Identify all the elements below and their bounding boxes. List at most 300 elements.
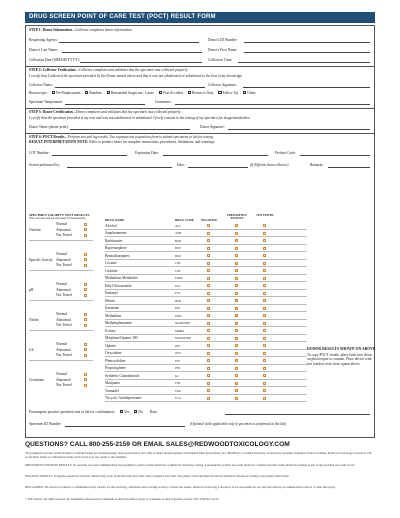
- presumptive-positive-checkbox[interactable]: [235, 247, 238, 250]
- validity-group-name: pH: [29, 288, 34, 292]
- drug-code: EDDP: [175, 276, 183, 280]
- not-tested-checkbox[interactable]: [263, 284, 266, 287]
- not-tested-checkbox[interactable]: [263, 374, 266, 377]
- drug-name: Marijuana: [105, 381, 120, 385]
- not-tested-checkbox[interactable]: [263, 382, 266, 385]
- validity-group-name: Oxidant: [29, 228, 41, 232]
- drug-name: Buprenorphine: [105, 246, 127, 250]
- validity-option-label: Not Tested: [56, 263, 72, 267]
- negative-checkbox[interactable]: [207, 382, 210, 385]
- step3-certify: I certify that the specimen provided is my own and was not adulterated or substituted. I freely consent to the testing of my specimen for drugs/metabolites.: [29, 116, 251, 120]
- no-checkbox[interactable]: [134, 410, 137, 413]
- presumptive-positive-checkbox[interactable]: [235, 307, 238, 310]
- validity-checkbox[interactable]: [84, 223, 87, 226]
- negative-checkbox[interactable]: [207, 269, 210, 272]
- product-label: Product Code:: [275, 151, 296, 155]
- negative-checkbox[interactable]: [207, 397, 210, 400]
- drug-name: Oxycodone: [105, 351, 122, 355]
- validity-separator: [29, 270, 93, 271]
- reason-random[interactable]: [85, 91, 101, 95]
- validity-checkbox[interactable]: [84, 228, 87, 231]
- reason-option-label: Reasonable Suspicion / Cause: [110, 91, 154, 95]
- drug-code: HER: [175, 298, 181, 303]
- shown-above-text: To copy POCT results, place form face down on photocopier or scanner. Place device with test window over clear square above.: [307, 353, 372, 366]
- presumptive-positive-checkbox[interactable]: [235, 382, 238, 385]
- drug-code: K2: [175, 373, 179, 378]
- not-tested-checkbox[interactable]: [263, 359, 266, 362]
- presumptive-yes[interactable]: [120, 410, 129, 414]
- step4-title: STEP 4: POCT Results: [29, 135, 65, 139]
- not-tested-checkbox[interactable]: [263, 224, 266, 227]
- negative-checkbox[interactable]: [207, 307, 210, 310]
- interp-desc: Refer to product insert for complete instructions, procedures, limitations, and warnings.: [89, 140, 216, 144]
- collector-sig-field[interactable]: [243, 87, 370, 88]
- validity-option-label: Abnormal: [56, 377, 71, 382]
- not-tested-checkbox[interactable]: [263, 299, 266, 302]
- drug-row: [105, 237, 307, 245]
- drug-name: Ethyl Glucuronide: [105, 283, 132, 288]
- negative-checkbox[interactable]: [207, 352, 210, 355]
- drug-code: OPI: [175, 343, 180, 348]
- yes-label: Yes: [124, 410, 130, 414]
- validity-group-name: Creatinine: [29, 378, 44, 382]
- step4-desc: —Perform test and log results. Use separate test requisition form to submit specimens to lab for testing.: [64, 135, 214, 139]
- collection-time-label: Collection Time:: [208, 58, 233, 62]
- reason-option-label: Post Accident: [163, 91, 183, 95]
- interp-note: [29, 140, 215, 144]
- drug-code: FYL: [175, 291, 181, 295]
- drug-name: Methadone: [105, 313, 122, 318]
- presumptive-label: Presumptive positive specimen sent to lab for confirmation:: [29, 410, 115, 414]
- drug-row: [105, 275, 307, 283]
- drug-row: [105, 372, 307, 380]
- negative-checkbox[interactable]: [207, 344, 210, 347]
- validity-option-label: Normal: [56, 282, 67, 286]
- footer-para-3: NEGATIVE RESULTS: If negative results are observed, dilution may occur in the lab result and could create a negative test result. The quality of the specimen and the test should be checked according to the product instructions.: [25, 474, 290, 478]
- presumptive-positive-checkbox[interactable]: [235, 254, 238, 257]
- no-label: No: [138, 410, 143, 414]
- drug-row: [105, 252, 307, 260]
- not-tested-checkbox[interactable]: [263, 239, 266, 242]
- product-field[interactable]: [300, 155, 370, 156]
- reason-option-label: Follow Up: [222, 91, 239, 95]
- drug-code: MDMA: [175, 328, 185, 333]
- drug-name: Cocaine: [105, 261, 117, 265]
- presumptive-positive-checkbox[interactable]: [235, 322, 238, 325]
- validity-option-label: Not Tested: [56, 353, 72, 357]
- drug-row: [105, 320, 307, 328]
- validity-title: SPECIMEN VALIDITY TEST RESULTS: [29, 213, 90, 217]
- validity-option-label: Abnormal: [56, 257, 71, 262]
- negative-checkbox[interactable]: [207, 367, 210, 370]
- drug-row: [105, 260, 307, 268]
- exp-label: Expiration Date:: [135, 151, 159, 155]
- form-title: DRUG SCREEN POINT OF CARE TEST (POCT) RESULT FORM: [25, 12, 375, 23]
- drug-header-not-tested: NOT TESTED: [256, 214, 274, 217]
- collection-date-field[interactable]: [80, 62, 202, 63]
- not-tested-checkbox[interactable]: [263, 352, 266, 355]
- drug-code: ETG: [175, 283, 181, 288]
- drug-code: THC: [175, 381, 181, 385]
- step2-heading: [29, 68, 188, 72]
- validity-option-label: Normal: [56, 342, 67, 346]
- reason-option-label: Return to Duty: [191, 91, 214, 95]
- lot-field[interactable]: [52, 155, 127, 156]
- validity-checkbox[interactable]: [84, 354, 87, 357]
- negative-checkbox[interactable]: [207, 284, 210, 287]
- negative-checkbox[interactable]: [207, 277, 210, 280]
- requesting-agency-label: Requesting Agency:: [29, 38, 59, 42]
- donor-last-label: Donor's Last Name:: [29, 48, 58, 52]
- validity-group-name: Specific Gravity: [29, 258, 53, 262]
- drug-name: Ecstasy: [105, 328, 116, 333]
- not-tested-checkbox[interactable]: [263, 247, 266, 250]
- drug-code: BAR: [175, 238, 181, 243]
- negative-checkbox[interactable]: [207, 299, 210, 302]
- drug-row: [105, 230, 307, 238]
- validity-separator: [29, 330, 93, 331]
- validity-option-label: Not Tested: [56, 383, 72, 387]
- negative-checkbox[interactable]: [207, 359, 210, 362]
- validity-checkbox[interactable]: [84, 324, 87, 327]
- temp-field[interactable]: [65, 104, 145, 105]
- section-divider: [25, 133, 375, 134]
- drug-header-negative: NEGATIVE: [201, 218, 218, 222]
- drug-header-code: DRUG CODE: [175, 218, 194, 222]
- validity-separator: [29, 240, 93, 241]
- drug-code: TRA: [175, 388, 181, 393]
- negative-checkbox[interactable]: [207, 262, 210, 265]
- specimen-id-optional: (Optional field applicable only if specimen is confirmed at the lab): [190, 422, 287, 426]
- reason-checkbox[interactable]: [85, 91, 88, 94]
- shown-above-heading: DONOR RESULTS SHOWN ON ABOVE: [307, 347, 376, 351]
- drug-row: [105, 387, 307, 395]
- step4-date-field[interactable]: [188, 167, 248, 168]
- presumptive-positive-checkbox[interactable]: [235, 224, 238, 227]
- not-tested-checkbox[interactable]: [263, 307, 266, 310]
- not-tested-checkbox[interactable]: [263, 344, 266, 347]
- presumptive-positive-checkbox[interactable]: [235, 352, 238, 355]
- validity-option-label: Abnormal: [56, 227, 71, 232]
- drug-header-name: DRUG NAME: [105, 218, 125, 222]
- reason-post-accident[interactable]: [159, 91, 183, 95]
- drug-row: [105, 327, 307, 335]
- drug-row: [105, 305, 307, 313]
- yes-checkbox[interactable]: [120, 410, 123, 413]
- drug-name: Methadone Metabolite: [105, 276, 138, 280]
- step1-desc: —Collector completes donor information.: [71, 28, 133, 32]
- collector-name-field[interactable]: [55, 87, 205, 88]
- validity-option-label: Normal: [56, 312, 67, 316]
- validity-group-name: Glt: [29, 348, 34, 352]
- not-tested-checkbox[interactable]: [263, 292, 266, 295]
- not-tested-checkbox[interactable]: [263, 367, 266, 370]
- footer-para-4: DISCLAIMER: The donor's provided is a commitment in my capacity for the reporting, compliance and recording accuracy of these test results. Redwood Toxicology Laboratory is not responsible for any test performed by an unauthorized collector or other third party.: [25, 485, 336, 489]
- drug-row: [105, 267, 307, 275]
- validity-checkbox[interactable]: [84, 264, 87, 267]
- validity-checkbox[interactable]: [84, 313, 87, 316]
- presumptive-row: [29, 410, 157, 414]
- drug-row: [105, 245, 307, 253]
- specimen-id-label: Specimen ID Number:: [29, 422, 62, 426]
- not-tested-checkbox[interactable]: [263, 269, 266, 272]
- presumptive-positive-checkbox[interactable]: [235, 389, 238, 392]
- step4-heading: [29, 135, 214, 139]
- step2-desc: —Collector completes and validates that the specimen was collected properly.: [75, 68, 189, 72]
- presumptive-positive-checkbox[interactable]: [235, 344, 238, 347]
- reason-checkbox[interactable]: [159, 91, 162, 94]
- drug-code: BZO: [175, 253, 181, 258]
- comments-label: Comments:: [155, 100, 172, 104]
- drug-name: Fentanyl: [105, 291, 118, 295]
- negative-checkbox[interactable]: [207, 292, 210, 295]
- temp-label: Specimen Temperature:: [29, 100, 64, 104]
- donor-sig-field[interactable]: [228, 129, 370, 130]
- collector-name-label: Collector Name:: [29, 83, 53, 87]
- presumptive-positive-checkbox[interactable]: [235, 367, 238, 370]
- reason-pre-employment[interactable]: [52, 91, 81, 95]
- validity-separator: [29, 300, 93, 301]
- presumptive-positive-checkbox[interactable]: [235, 299, 238, 302]
- drug-row: [105, 357, 307, 365]
- negative-checkbox[interactable]: [207, 254, 210, 257]
- requesting-agency-field[interactable]: [59, 42, 199, 43]
- questions-heading: QUESTIONS? CALL 800-255-2159 OR EMAIL SALES@REDWOODTOXICOLOGY.COM: [25, 441, 290, 448]
- drug-row: [105, 350, 307, 358]
- reason-option-label: Other:: [247, 91, 257, 95]
- drug-code: COT: [175, 268, 181, 273]
- reason-checkbox[interactable]: [107, 91, 110, 94]
- drug-name: Tricyclic Antidepressants: [105, 396, 142, 400]
- negative-checkbox[interactable]: [207, 224, 210, 227]
- drug-name: Methamphetamine: [105, 321, 132, 325]
- drug-code: OXY: [175, 351, 182, 355]
- if-different-note: (If different than collector): [250, 163, 289, 167]
- drug-code: KET: [175, 306, 181, 310]
- drug-row: [105, 395, 307, 403]
- validity-checkbox[interactable]: [84, 258, 87, 261]
- validity-checkbox[interactable]: [84, 378, 87, 381]
- reason-checkbox[interactable]: [188, 91, 191, 94]
- donor-id-label: Donor's ID Number:: [208, 38, 238, 42]
- presumptive-positive-checkbox[interactable]: [235, 284, 238, 287]
- presumptive-positive-checkbox[interactable]: [235, 239, 238, 242]
- exp-field[interactable]: [163, 155, 268, 156]
- drug-name: Propoxyphene: [105, 366, 126, 370]
- presumptive-date-label: Date:: [149, 410, 158, 414]
- presumptive-positive-checkbox[interactable]: [235, 277, 238, 280]
- drug-name: Morphine/Opiates 300: [105, 336, 138, 340]
- reason-suspicion[interactable]: [107, 91, 154, 95]
- negative-checkbox[interactable]: [207, 247, 210, 250]
- remarks-field[interactable]: [328, 167, 370, 168]
- donor-name-label: Donor Name (please print):: [29, 125, 69, 129]
- collector-sig-label: Collector Signature:: [208, 83, 238, 87]
- presumptive-positive-checkbox[interactable]: [235, 314, 238, 317]
- validity-checkbox[interactable]: [84, 234, 87, 237]
- negative-checkbox[interactable]: [207, 337, 210, 340]
- validity-checkbox[interactable]: [84, 318, 87, 321]
- collection-date-label: Collection Date (MM/DD/YYYY):: [29, 58, 80, 62]
- step2-title: STEP 2: Collector Verification: [29, 68, 76, 72]
- drug-name: Cotinine: [105, 268, 118, 273]
- drug-code: COC: [175, 261, 181, 265]
- validity-checkbox[interactable]: [84, 283, 87, 286]
- drug-code: ALC: [175, 223, 181, 228]
- donor-last-field[interactable]: [62, 52, 202, 53]
- presumptive-positive-checkbox[interactable]: [235, 359, 238, 362]
- reason-checkbox[interactable]: [52, 91, 55, 94]
- reason-row: [29, 91, 256, 95]
- donor-sig-label: Donor Signature:: [200, 125, 225, 129]
- drug-code: PPX: [175, 366, 181, 370]
- validity-option-label: Abnormal: [56, 317, 71, 322]
- validity-option-label: Normal: [56, 372, 67, 376]
- validity-separator: [29, 360, 93, 361]
- drug-row: [105, 380, 307, 388]
- not-tested-checkbox[interactable]: [263, 232, 266, 235]
- negative-checkbox[interactable]: [207, 239, 210, 242]
- footer-para-5: © 2022 Abbott. All rights reserved. All trademarks referenced are trademarks of either the Abbott group of companies or their respective owners. POC-1000 Rev 02/22: [25, 497, 219, 501]
- validity-option-label: Abnormal: [56, 287, 71, 292]
- drug-name: Amphetamines: [105, 231, 127, 235]
- lot-label: LOT Number:: [29, 151, 50, 155]
- drug-row: [105, 342, 307, 350]
- reason-checkbox[interactable]: [218, 91, 221, 94]
- validity-option-label: Normal: [56, 222, 67, 226]
- read-by-label: Screen performed by:: [29, 163, 61, 167]
- not-tested-checkbox[interactable]: [263, 277, 266, 280]
- not-tested-checkbox[interactable]: [263, 389, 266, 392]
- drug-name: Ketamine: [105, 306, 119, 310]
- not-tested-checkbox[interactable]: [263, 322, 266, 325]
- validity-subtitle: (Use color chart and test strip insert for interpretation): [29, 217, 86, 220]
- drug-code: AMP: [175, 231, 182, 235]
- donor-first-label: Donor's First Name:: [208, 48, 238, 52]
- validity-option-label: Normal: [56, 252, 67, 256]
- drug-row: [105, 282, 307, 290]
- validity-checkbox[interactable]: [84, 288, 87, 291]
- negative-checkbox[interactable]: [207, 314, 210, 317]
- step4-date-label: Date:: [177, 163, 185, 167]
- validity-checkbox[interactable]: [84, 294, 87, 297]
- drug-name: Phencyclidine: [105, 358, 126, 363]
- step3-heading: [29, 110, 181, 114]
- specimen-id-field[interactable]: [65, 426, 185, 427]
- drug-name: Alcohol: [105, 223, 117, 228]
- negative-checkbox[interactable]: [207, 322, 210, 325]
- section-divider: [25, 108, 375, 109]
- presumptive-positive-checkbox[interactable]: [235, 292, 238, 295]
- validity-checkbox[interactable]: [84, 348, 87, 351]
- remarks-label: Remarks:: [310, 163, 324, 167]
- drug-code: TCA: [175, 396, 181, 400]
- reason-other[interactable]: [243, 91, 256, 95]
- reason-option-label: Random: [89, 91, 102, 95]
- drug-code: mAMP/MET: [175, 321, 191, 325]
- footer-para-2: PRESUMPTIVE POSITIVE RESULTS: No rationale was used communicating all presumptive positive results should be confirmed by laboratory testing. A presumptive positive test result should be confirmed and the results should be retained as part of the specimen test result record.: [25, 463, 355, 467]
- footer-para-1: *If presumptive positive results should be confirmed using gas chromatography /mass spectrometry (GC-MS) or liquid chromatography with Tandem Mass Spectrometry (LC-MS/MS) in a certified laboratory. A laboratory specimen requisition form is available. Redwood Toxicology Laboratory will accept these forms as confirmation results and forward your test results to the submitter.: [25, 451, 372, 459]
- reason-checkbox[interactable]: [243, 91, 246, 94]
- donor-name-field[interactable]: [70, 129, 190, 130]
- step1-title: STEP 1: Donor Information: [29, 28, 72, 32]
- drug-row: [105, 365, 307, 373]
- negative-checkbox[interactable]: [207, 389, 210, 392]
- drug-name: Synthetic Cannabinoids: [105, 373, 140, 378]
- step3-title: STEP 3: Donor Certification: [29, 110, 73, 114]
- validity-checkbox[interactable]: [84, 384, 87, 387]
- validity-checkbox[interactable]: [84, 373, 87, 376]
- presumptive-positive-checkbox[interactable]: [235, 374, 238, 377]
- drug-name: Opiates: [105, 343, 116, 348]
- drug-row: [105, 222, 307, 230]
- drug-name: Tramadol: [105, 388, 119, 393]
- drug-code: BUP: [175, 246, 181, 250]
- drug-name: Heroin: [105, 298, 115, 303]
- negative-checkbox[interactable]: [207, 329, 210, 332]
- presumptive-positive-checkbox[interactable]: [235, 262, 238, 265]
- validity-checkbox[interactable]: [84, 253, 87, 256]
- drug-row: [105, 290, 307, 298]
- collection-time-field[interactable]: [238, 62, 370, 63]
- not-tested-checkbox[interactable]: [263, 397, 266, 400]
- poct-result-form: [25, 8, 375, 508]
- drug-row: [105, 312, 307, 320]
- drug-name: Benzodiazepines: [105, 253, 130, 258]
- drug-row: [105, 335, 307, 343]
- reason-label: Reason type:: [29, 91, 48, 95]
- validity-option-label: Abnormal: [56, 347, 71, 352]
- presumptive-positive-checkbox[interactable]: [235, 329, 238, 332]
- reason-return-to-duty[interactable]: [188, 91, 214, 95]
- step2-certify: I certify that I collected the specimen provided by the Donor named above and that it was not adulterated or substituted to the best of my knowledge.: [29, 74, 243, 78]
- section-divider: [25, 66, 375, 67]
- validity-option-label: Not Tested: [56, 323, 72, 327]
- presumptive-positive-checkbox[interactable]: [235, 397, 238, 400]
- drug-header-presumptive: PRESUMPTIVE POSITIVE: [227, 214, 247, 221]
- validity-option-label: Not Tested: [56, 233, 72, 237]
- presumptive-no[interactable]: [134, 410, 143, 414]
- negative-checkbox[interactable]: [207, 374, 210, 377]
- drug-code: PCP: [175, 358, 181, 363]
- validity-checkbox[interactable]: [84, 343, 87, 346]
- negative-checkbox[interactable]: [207, 232, 210, 235]
- step3-desc: —Donor completes and validates that the specimen was collected properly.: [72, 110, 182, 114]
- reason-follow-up[interactable]: [218, 91, 238, 95]
- drug-code: MTD: [175, 313, 182, 318]
- not-tested-checkbox[interactable]: [263, 329, 266, 332]
- drug-name: Barbiturates: [105, 238, 123, 243]
- validity-option-label: Not Tested: [56, 293, 72, 297]
- drug-row: [105, 297, 307, 305]
- comments-field[interactable]: [175, 104, 370, 105]
- presumptive-positive-checkbox[interactable]: [235, 232, 238, 235]
- presumptive-positive-checkbox[interactable]: [235, 269, 238, 272]
- step1-heading: [29, 28, 132, 32]
- reason-option-label: Pre-Employment: [55, 91, 81, 95]
- not-tested-checkbox[interactable]: [263, 337, 266, 340]
- not-tested-checkbox[interactable]: [263, 254, 266, 257]
- presumptive-date-field[interactable]: [225, 414, 370, 415]
- read-by-field[interactable]: [67, 167, 172, 168]
- not-tested-checkbox[interactable]: [263, 314, 266, 317]
- validity-group-name: Nitrite: [29, 318, 39, 322]
- presumptive-positive-checkbox[interactable]: [235, 337, 238, 340]
- donor-first-field[interactable]: [244, 52, 370, 53]
- interp-label: RESULT INTERPRETATION NOTE:: [29, 140, 89, 144]
- donor-id-field[interactable]: [244, 42, 370, 43]
- not-tested-checkbox[interactable]: [263, 262, 266, 265]
